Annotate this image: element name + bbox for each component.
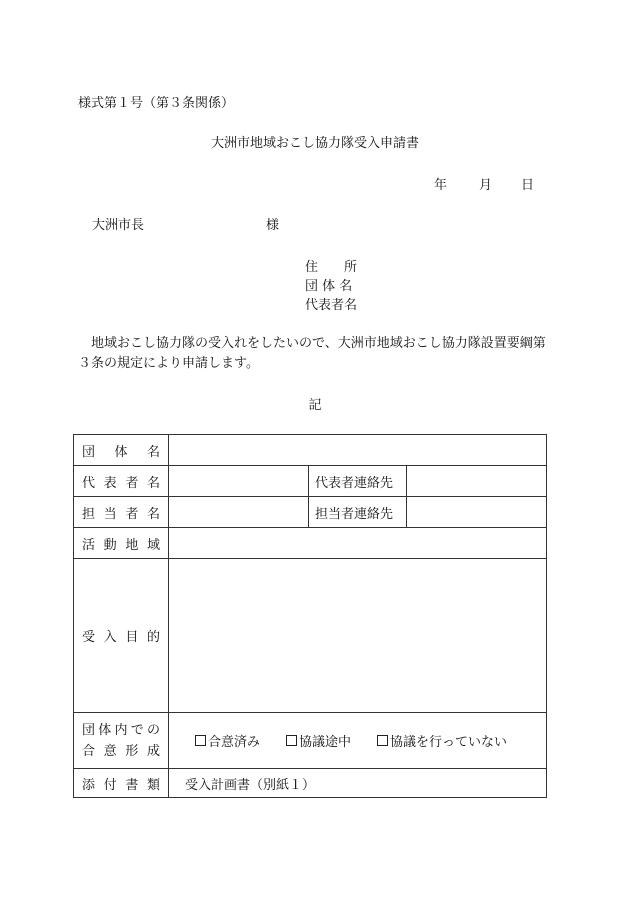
checkbox-icon[interactable] [286, 735, 297, 746]
checkbox-icon[interactable] [377, 735, 388, 746]
consensus-label-line-2: 合意形成 [82, 743, 160, 759]
representative-contact-label: 代表者連絡先 [309, 466, 407, 497]
consensus-option-agreed[interactable] [195, 731, 260, 750]
row-attachments [74, 769, 547, 798]
consensus-label [74, 713, 169, 769]
activity-area-label: 活動地域 [74, 528, 169, 559]
consensus-option-label: 協議を行っていない [390, 735, 508, 750]
consensus-options [169, 713, 547, 769]
addressee-name: 大洲市長 [92, 218, 145, 233]
person-in-charge-contact-field[interactable] [407, 497, 547, 528]
applicant-organization-label: 団 体 名 [305, 279, 353, 294]
attachments-value: 受入計画書（別紙１） [169, 769, 547, 798]
date-day: 日 [521, 178, 535, 193]
activity-area-field[interactable] [169, 528, 547, 559]
person-in-charge-field[interactable] [169, 497, 309, 528]
row-purpose [74, 559, 547, 713]
date-month: 月 [479, 178, 493, 193]
purpose-field[interactable] [169, 559, 547, 713]
consensus-option-label: 協議途中 [299, 735, 352, 750]
date-line [434, 178, 534, 194]
form-number: 様式第１号（第３条関係） [78, 96, 235, 111]
document-title: 大洲市地域おこし協力隊受入申請書 [210, 136, 419, 151]
attachments-label: 添付書類 [74, 769, 169, 798]
org-name-label: 団体名 [74, 435, 169, 466]
row-activity-area [74, 528, 547, 559]
addressee-suffix: 様 [266, 218, 280, 233]
application-table [73, 434, 547, 798]
consensus-option-not-discussed[interactable] [377, 731, 507, 750]
checkbox-icon[interactable] [195, 735, 206, 746]
body-text: 地域おこし協力隊の受入れをしたいので、大洲市地域おこし協力隊設置要綱第３条の規定により申請します。 [78, 336, 546, 371]
consensus-label-line-1: 団体内での [82, 722, 160, 738]
row-representative [74, 466, 547, 497]
date-year: 年 [434, 178, 448, 193]
ki-heading: 記 [308, 398, 322, 413]
representative-label: 代表者名 [74, 466, 169, 497]
row-consensus [74, 713, 547, 769]
representative-field[interactable] [169, 466, 309, 497]
person-in-charge-contact-label: 担当者連絡先 [309, 497, 407, 528]
consensus-option-label: 合意済み [208, 735, 261, 750]
row-person-in-charge [74, 497, 547, 528]
applicant-address-label: 住 所 [305, 260, 358, 275]
org-name-field[interactable] [169, 435, 547, 466]
applicant-representative-label: 代表者名 [305, 298, 358, 313]
person-in-charge-label: 担当者名 [74, 497, 169, 528]
row-organization [74, 435, 547, 466]
purpose-label: 受入目的 [74, 559, 169, 713]
consensus-option-in-discussion[interactable] [286, 731, 351, 750]
applicant-block [305, 258, 357, 315]
representative-contact-field[interactable] [407, 466, 547, 497]
